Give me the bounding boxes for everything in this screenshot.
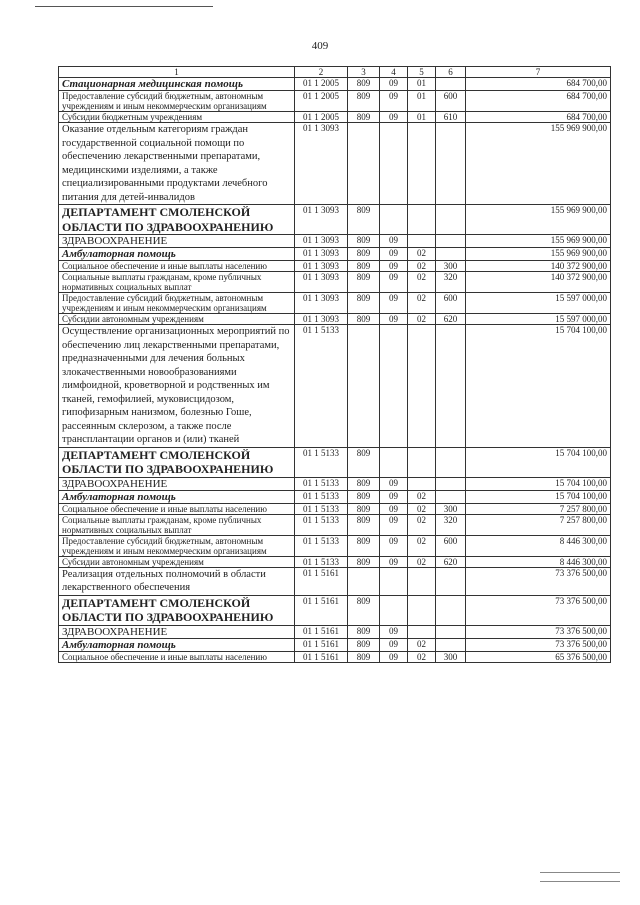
cell-code: 01 1 5133 xyxy=(295,477,348,490)
cell-code: 01 1 5133 xyxy=(295,490,348,503)
cell-subsection xyxy=(408,595,436,625)
cell-subsection xyxy=(408,123,436,205)
cell-subsection: 01 xyxy=(408,91,436,112)
cell-amount: 7 257 800,00 xyxy=(466,514,611,535)
table-row xyxy=(59,625,611,638)
cell-name: Субсидии бюджетным учреждениям xyxy=(59,112,295,123)
cell-amount: 8 446 300,00 xyxy=(466,535,611,556)
cell-name: Реализация отдельных полномочий в области лекарственного обеспечения xyxy=(59,567,295,595)
cell-section: 09 xyxy=(380,651,408,662)
cell-name: Амбулаторная помощь xyxy=(59,638,295,651)
cell-amount: 73 376 500,00 xyxy=(466,638,611,651)
cell-subsection xyxy=(408,325,436,448)
cell-amount: 684 700,00 xyxy=(466,78,611,91)
cell-section xyxy=(380,325,408,448)
cell-name: Субсидии автономным учреждениям xyxy=(59,556,295,567)
cell-name: Социальное обеспечение и иные выплаты населению xyxy=(59,503,295,514)
cell-amount: 15 597 000,00 xyxy=(466,314,611,325)
cell-subsection: 02 xyxy=(408,535,436,556)
cell-code: 01 1 3093 xyxy=(295,261,348,272)
cell-name: ЗДРАВООХРАНЕНИЕ xyxy=(59,235,295,248)
cell-section xyxy=(380,447,408,477)
header-col-2: 2 xyxy=(295,67,348,78)
header-col-5: 5 xyxy=(408,67,436,78)
table-header-row xyxy=(59,67,611,78)
cell-code: 01 1 2005 xyxy=(295,112,348,123)
cell-code: 01 1 5133 xyxy=(295,325,348,448)
cell-name: Оказание отдельным категориям граждан государственной социальной помощи по обеспечению лекарственными препаратами, медицинскими изделиями, а также специализированными продуктами лечебного питания для детей-инвалидов xyxy=(59,123,295,205)
cell-amount: 684 700,00 xyxy=(466,91,611,112)
cell-code: 01 1 3093 xyxy=(295,205,348,235)
cell-section: 09 xyxy=(380,112,408,123)
table-row xyxy=(59,112,611,123)
cell-expense-type: 600 xyxy=(436,293,466,314)
cell-section xyxy=(380,205,408,235)
cell-subsection xyxy=(408,235,436,248)
table-row xyxy=(59,567,611,595)
cell-expense-type xyxy=(436,477,466,490)
cell-ministry: 809 xyxy=(348,248,380,261)
cell-code: 01 1 5161 xyxy=(295,638,348,651)
table-row xyxy=(59,261,611,272)
cell-expense-type xyxy=(436,447,466,477)
cell-amount: 15 597 000,00 xyxy=(466,293,611,314)
cell-expense-type: 610 xyxy=(436,112,466,123)
cell-code: 01 1 5161 xyxy=(295,595,348,625)
cell-name: Предоставление субсидий бюджетным, автономным учреждениям и иным некоммерческим организациям xyxy=(59,535,295,556)
cell-ministry: 809 xyxy=(348,503,380,514)
cell-ministry: 809 xyxy=(348,477,380,490)
table-row xyxy=(59,556,611,567)
cell-ministry: 809 xyxy=(348,490,380,503)
table-row xyxy=(59,272,611,293)
cell-ministry: 809 xyxy=(348,272,380,293)
cell-code: 01 1 5133 xyxy=(295,535,348,556)
cell-subsection xyxy=(408,205,436,235)
cell-name: Амбулаторная помощь xyxy=(59,248,295,261)
cell-section: 09 xyxy=(380,556,408,567)
cell-ministry: 809 xyxy=(348,651,380,662)
cell-amount: 155 969 900,00 xyxy=(466,248,611,261)
cell-amount: 8 446 300,00 xyxy=(466,556,611,567)
cell-subsection xyxy=(408,625,436,638)
scan-bottom-lines xyxy=(540,872,620,890)
cell-code: 01 1 3093 xyxy=(295,235,348,248)
cell-ministry: 809 xyxy=(348,447,380,477)
cell-subsection: 02 xyxy=(408,503,436,514)
cell-ministry: 809 xyxy=(348,261,380,272)
cell-expense-type: 600 xyxy=(436,91,466,112)
header-col-4: 4 xyxy=(380,67,408,78)
cell-amount: 73 376 500,00 xyxy=(466,625,611,638)
table-row xyxy=(59,205,611,235)
page-number: 409 xyxy=(311,40,329,52)
cell-name: Социальное обеспечение и иные выплаты населению xyxy=(59,261,295,272)
cell-amount: 73 376 500,00 xyxy=(466,595,611,625)
table-row xyxy=(59,651,611,662)
header-col-7: 7 xyxy=(466,67,611,78)
cell-code: 01 1 5161 xyxy=(295,567,348,595)
cell-section xyxy=(380,123,408,205)
cell-amount: 15 704 100,00 xyxy=(466,477,611,490)
scan-top-line xyxy=(35,6,213,7)
cell-ministry: 809 xyxy=(348,535,380,556)
cell-subsection: 02 xyxy=(408,293,436,314)
cell-amount: 140 372 900,00 xyxy=(466,272,611,293)
cell-ministry: 809 xyxy=(348,556,380,567)
cell-expense-type xyxy=(436,235,466,248)
table-row xyxy=(59,91,611,112)
cell-code: 01 1 3093 xyxy=(295,272,348,293)
cell-section: 09 xyxy=(380,235,408,248)
cell-expense-type xyxy=(436,638,466,651)
cell-section: 09 xyxy=(380,477,408,490)
table-row xyxy=(59,535,611,556)
table-row xyxy=(59,293,611,314)
table-row xyxy=(59,638,611,651)
cell-ministry xyxy=(348,325,380,448)
cell-code: 01 1 5133 xyxy=(295,447,348,477)
cell-ministry: 809 xyxy=(348,293,380,314)
table-row xyxy=(59,447,611,477)
table-row xyxy=(59,248,611,261)
cell-ministry: 809 xyxy=(348,112,380,123)
cell-name: Амбулаторная помощь xyxy=(59,490,295,503)
cell-amount: 7 257 800,00 xyxy=(466,503,611,514)
cell-code: 01 1 5133 xyxy=(295,556,348,567)
cell-expense-type xyxy=(436,123,466,205)
table-row xyxy=(59,477,611,490)
cell-code: 01 1 5133 xyxy=(295,514,348,535)
cell-code: 01 1 3093 xyxy=(295,293,348,314)
cell-section: 09 xyxy=(380,503,408,514)
table-row xyxy=(59,325,611,448)
table-row xyxy=(59,490,611,503)
cell-name: Социальные выплаты гражданам, кроме публичных нормативных социальных выплат xyxy=(59,272,295,293)
cell-expense-type: 300 xyxy=(436,503,466,514)
cell-code: 01 1 5161 xyxy=(295,625,348,638)
cell-code: 01 1 3093 xyxy=(295,123,348,205)
cell-expense-type xyxy=(436,248,466,261)
cell-subsection: 02 xyxy=(408,272,436,293)
cell-expense-type: 300 xyxy=(436,651,466,662)
cell-amount: 140 372 900,00 xyxy=(466,261,611,272)
cell-section xyxy=(380,567,408,595)
header-col-1: 1 xyxy=(59,67,295,78)
cell-ministry: 809 xyxy=(348,638,380,651)
cell-ministry: 809 xyxy=(348,314,380,325)
cell-name: ЗДРАВООХРАНЕНИЕ xyxy=(59,625,295,638)
cell-amount: 155 969 900,00 xyxy=(466,235,611,248)
cell-section xyxy=(380,595,408,625)
cell-code: 01 1 5133 xyxy=(295,503,348,514)
cell-subsection: 02 xyxy=(408,651,436,662)
cell-name: ДЕПАРТАМЕНТ СМОЛЕНСКОЙ ОБЛАСТИ ПО ЗДРАВООХРАНЕНИЮ xyxy=(59,447,295,477)
header-col-6: 6 xyxy=(436,67,466,78)
cell-code: 01 1 3093 xyxy=(295,248,348,261)
header-col-3: 3 xyxy=(348,67,380,78)
cell-section: 09 xyxy=(380,535,408,556)
cell-expense-type xyxy=(436,325,466,448)
cell-expense-type: 300 xyxy=(436,261,466,272)
cell-ministry: 809 xyxy=(348,78,380,91)
table-row xyxy=(59,78,611,91)
table-row xyxy=(59,503,611,514)
cell-section: 09 xyxy=(380,272,408,293)
cell-name: Предоставление субсидий бюджетным, автономным учреждениям и иным некоммерческим организациям xyxy=(59,293,295,314)
cell-expense-type xyxy=(436,490,466,503)
cell-expense-type xyxy=(436,567,466,595)
cell-section: 09 xyxy=(380,314,408,325)
cell-amount: 155 969 900,00 xyxy=(466,205,611,235)
cell-subsection: 01 xyxy=(408,112,436,123)
cell-amount: 155 969 900,00 xyxy=(466,123,611,205)
cell-expense-type xyxy=(436,595,466,625)
cell-ministry: 809 xyxy=(348,514,380,535)
table-body xyxy=(59,78,611,663)
cell-ministry: 809 xyxy=(348,235,380,248)
cell-amount: 15 704 100,00 xyxy=(466,325,611,448)
cell-name: Предоставление субсидий бюджетным, автономным учреждениям и иным некоммерческим организациям xyxy=(59,91,295,112)
cell-expense-type xyxy=(436,205,466,235)
cell-expense-type: 620 xyxy=(436,556,466,567)
cell-subsection xyxy=(408,447,436,477)
cell-code: 01 1 5161 xyxy=(295,651,348,662)
cell-ministry xyxy=(348,567,380,595)
cell-subsection: 02 xyxy=(408,556,436,567)
cell-subsection: 01 xyxy=(408,78,436,91)
cell-subsection xyxy=(408,477,436,490)
cell-name: ДЕПАРТАМЕНТ СМОЛЕНСКОЙ ОБЛАСТИ ПО ЗДРАВООХРАНЕНИЮ xyxy=(59,205,295,235)
cell-ministry: 809 xyxy=(348,205,380,235)
cell-name: Стационарная медицинская помощь xyxy=(59,78,295,91)
cell-section: 09 xyxy=(380,261,408,272)
cell-expense-type xyxy=(436,78,466,91)
cell-name: Социальные выплаты гражданам, кроме публичных нормативных социальных выплат xyxy=(59,514,295,535)
cell-ministry: 809 xyxy=(348,595,380,625)
cell-ministry: 809 xyxy=(348,91,380,112)
table-row xyxy=(59,235,611,248)
table-row xyxy=(59,595,611,625)
cell-ministry xyxy=(348,123,380,205)
cell-expense-type xyxy=(436,625,466,638)
cell-subsection: 02 xyxy=(408,314,436,325)
cell-code: 01 1 3093 xyxy=(295,314,348,325)
cell-name: Субсидии автономным учреждениям xyxy=(59,314,295,325)
cell-name: ЗДРАВООХРАНЕНИЕ xyxy=(59,477,295,490)
cell-amount: 684 700,00 xyxy=(466,112,611,123)
cell-section: 09 xyxy=(380,248,408,261)
cell-subsection: 02 xyxy=(408,638,436,651)
cell-expense-type: 600 xyxy=(436,535,466,556)
cell-subsection: 02 xyxy=(408,248,436,261)
cell-section: 09 xyxy=(380,625,408,638)
cell-section: 09 xyxy=(380,514,408,535)
cell-name: ДЕПАРТАМЕНТ СМОЛЕНСКОЙ ОБЛАСТИ ПО ЗДРАВООХРАНЕНИЮ xyxy=(59,595,295,625)
cell-section: 09 xyxy=(380,293,408,314)
cell-subsection: 02 xyxy=(408,490,436,503)
cell-amount: 73 376 500,00 xyxy=(466,567,611,595)
table-row xyxy=(59,314,611,325)
cell-name: Социальное обеспечение и иные выплаты населению xyxy=(59,651,295,662)
cell-name: Осуществление организационных мероприятий по обеспечению лиц лекарственными препаратами, предназначенными для лечения больных злокачественными новообразованиями лимфоидной, кроветворной и родственных им тканей, гемофилией, муковисцидозом, гипофизарным нанизмом, болезнью Гоше, рассеянным склерозом, а также после трансплантации органов и (или) тканей xyxy=(59,325,295,448)
cell-ministry: 809 xyxy=(348,625,380,638)
budget-table xyxy=(58,66,611,663)
cell-amount: 15 704 100,00 xyxy=(466,490,611,503)
cell-code: 01 1 2005 xyxy=(295,78,348,91)
cell-expense-type: 320 xyxy=(436,272,466,293)
cell-section: 09 xyxy=(380,78,408,91)
cell-subsection: 02 xyxy=(408,514,436,535)
cell-amount: 15 704 100,00 xyxy=(466,447,611,477)
cell-expense-type: 620 xyxy=(436,314,466,325)
cell-section: 09 xyxy=(380,638,408,651)
table-row xyxy=(59,514,611,535)
cell-code: 01 1 2005 xyxy=(295,91,348,112)
cell-expense-type: 320 xyxy=(436,514,466,535)
cell-subsection xyxy=(408,567,436,595)
cell-subsection: 02 xyxy=(408,261,436,272)
cell-section: 09 xyxy=(380,91,408,112)
cell-section: 09 xyxy=(380,490,408,503)
cell-amount: 65 376 500,00 xyxy=(466,651,611,662)
table-row xyxy=(59,123,611,205)
